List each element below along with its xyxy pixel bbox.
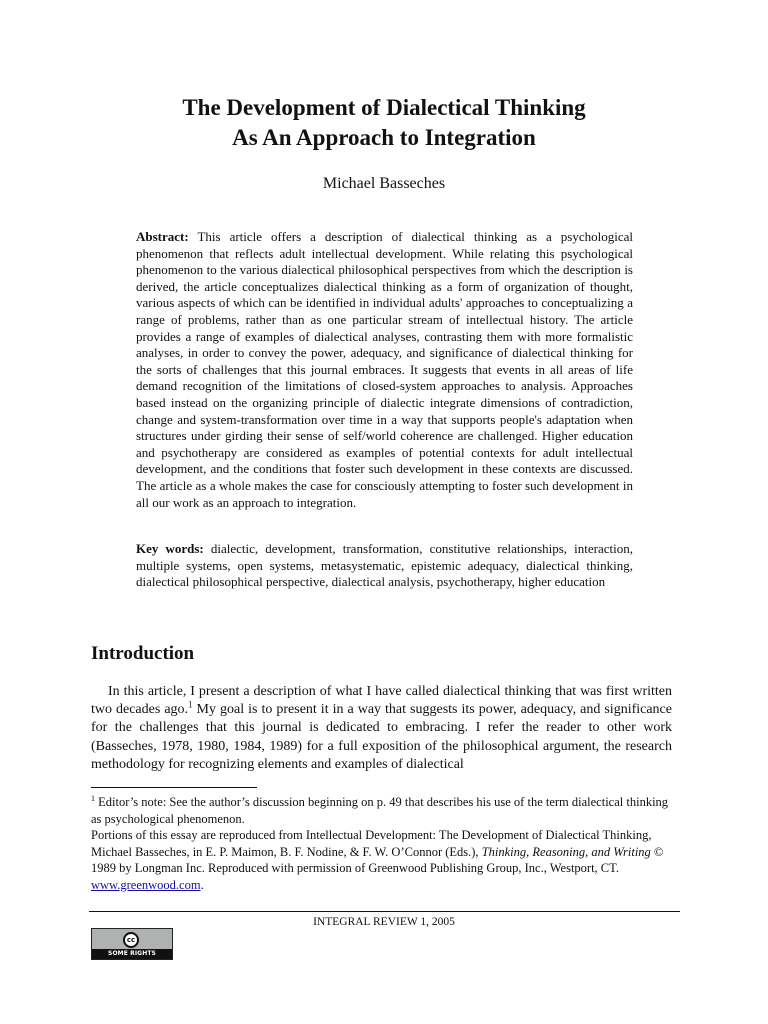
footnote-book-title: Thinking, Reasoning, and Writing [481,844,651,859]
abstract-label: Abstract: [136,229,189,244]
paper-title [0,93,768,153]
footnote-separator [91,787,257,788]
keywords [136,541,633,591]
keywords-text: dialectic, development, transformation, constitutive relationships, interaction, multiple systems, open systems, metasystematic, epistemic adequacy, dialectical thinking, dialectical philosophical perspective, dialectical analysis, psychotherapy, higher education [136,541,633,590]
footnote [91,794,681,893]
author-name: Michael Basseches [322,175,446,192]
footer-rule [89,911,680,912]
title-line-1: The Development of Dialectical Thinking [182,95,586,120]
cc-logo-icon: cc [123,932,139,948]
publisher-link[interactable]: www.greenwood.com [91,877,201,892]
intro-text-start: In this article, I present a description of what I have called dialectical thinking that was first written two decades ago. [91,684,672,718]
title-line-2: As An Approach to Integration [232,125,536,150]
footnote-copyright-text: © 1989 by Longman Inc. Reproduced with permission of Greenwood Publishing Group, Inc., Westport, CT. [91,844,664,875]
abstract [136,229,633,511]
introduction-paragraph [91,683,672,774]
footnote-end: . [200,877,204,892]
license-text: SOME RIGHTS RESERVED [92,949,172,959]
journal-footer: INTEGRAL REVIEW 1, 2005 [313,916,455,928]
footnote-editor-note: Editor’s note: See the author’s discussion beginning on p. 49 that describes his use of the term dialectical thinking as psychological phenomenon. [91,795,669,826]
footnote-marker: 1 [91,793,95,803]
abstract-text: This article offers a description of dialectical thinking as a psychological phenomenon that reflects adult intellectual development. While relating this psychological phenomenon to the various dialectical philosophical perspectives from which the description is derived, the article conceptualizes dialectical thinking as a form of organization of thought, various aspects of which can be identified in individual adults' approaches to conceptualizing a range of problems, rather than as one particular stream of intellectual history. The article provides a range of examples of dialectical analyses, contrasting them with more formalistic analyses, in order to convey the power, adequacy, and significance of dialectical thinking for the sorts of challenges that this journal embraces. It suggests that events in all areas of life demand recognition of the limitations of closed-system approaches to analysis. Approaches based instead on the organizing principle of dialectic integrate dimensions of contradiction, change and system-transformation over time in a way that supports people's adaptation when structures under girding their sense of self/world coherence are challenged. Higher education and psychotherapy are considered as examples of potential contexts for adult intellectual development, and the conditions that foster such development in these contexts are discussed. The article as a whole makes the case for consciously attempting to foster such development in all our work as an approach to integration. [136,229,633,510]
creative-commons-badge[interactable] [91,928,173,967]
intro-text-rest: My goal is to present it in a way that suggests its power, adequacy, and significance for the challenges that this journal is dedicated to embracing. I refer the reader to other work (Basseches, 1978, 1980, 1984, 1989) for a full exposition of the philosophical argument, the research methodology for recognizing elements and examples of dialectical [91,702,672,772]
keywords-label: Key words: [136,541,204,556]
footnote-portions-text: Portions of this essay are reproduced from Intellectual Development: The Development of Dialectical Thinking, Michael Basseches, in E. P. Maimon, B. F. Nodine, & F. W. O’Connor (Eds.), [91,828,652,859]
footnote-reference[interactable]: 1 [188,699,193,710]
introduction-heading: Introduction [91,643,195,664]
